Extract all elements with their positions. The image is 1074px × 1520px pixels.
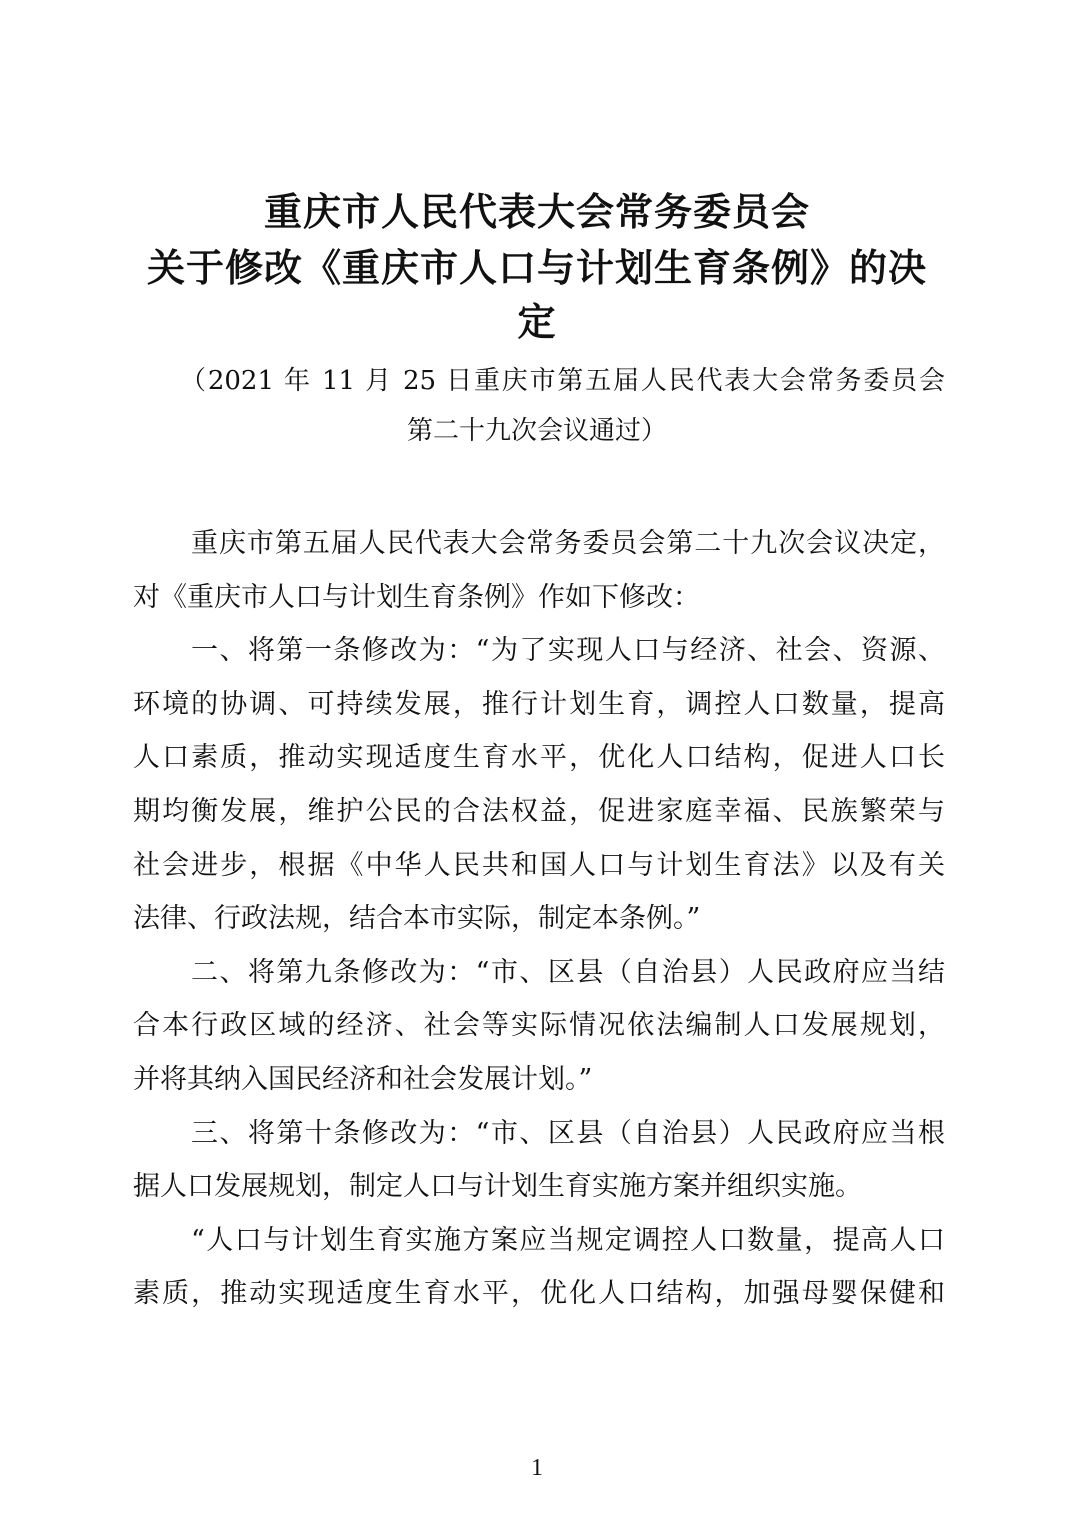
- body-text-line: 据人口发展规划，制定人口与计划生育实施方案并组织实施。: [133, 1171, 862, 1203]
- body-text-line: “人口与计划生育实施方案应当规定调控人口数量，提高人口: [191, 1224, 945, 1256]
- document-title-line-3: 定: [517, 299, 557, 344]
- body-text-line: 环境的协调、可持续发展，推行计划生育，调控人口数量，提高: [133, 688, 945, 720]
- body-text-line: 二、将第九条修改为：“市、区县（自治县）人民政府应当结: [191, 956, 945, 988]
- body-text-line: 一、将第一条修改为：“为了实现人口与经济、社会、资源、: [191, 635, 945, 667]
- body-text-line: 并将其纳入国民经济和社会发展计划。”: [133, 1063, 593, 1095]
- body-text-line: 法律、行政法规，结合本市实际，制定本条例。”: [133, 903, 701, 935]
- body-text-line: 重庆市第五届人民代表大会常务委员会第二十九次会议决定，: [191, 528, 945, 559]
- body-text-line: 对《重庆市人口与计划生育条例》作如下修改：: [133, 581, 700, 613]
- document-title-line-2: 关于修改《重庆市人口与计划生育条例》的决: [146, 245, 927, 290]
- body-text-line: 人口素质，推动实现适度生育水平，优化人口结构，促进人口长: [133, 742, 945, 774]
- document-title-line-1: 重庆市人民代表大会常务委员会: [263, 189, 810, 234]
- body-text-line: 期均衡发展，维护公民的合法权益，促进家庭幸福、民族繁荣与: [133, 795, 945, 827]
- body-text-line: 素质，推动实现适度生育水平，优化人口结构，加强母婴保健和: [133, 1278, 945, 1310]
- subtitle-line-1: （2021 年 11 月 25 日重庆市第五届人民代表大会常务委员会: [180, 366, 945, 396]
- body-text-line: 三、将第十条修改为：“市、区县（自治县）人民政府应当根: [191, 1117, 945, 1149]
- subtitle-line-2: 第二十九次会议通过）: [406, 416, 667, 446]
- body-text-line: 合本行政区域的经济、社会等实际情况依法编制人口发展规划，: [133, 1010, 945, 1042]
- page-number: 1: [531, 1455, 543, 1481]
- body-text-line: 社会进步，根据《中华人民共和国人口与计划生育法》以及有关: [133, 849, 945, 881]
- document-body: [133, 526, 945, 1330]
